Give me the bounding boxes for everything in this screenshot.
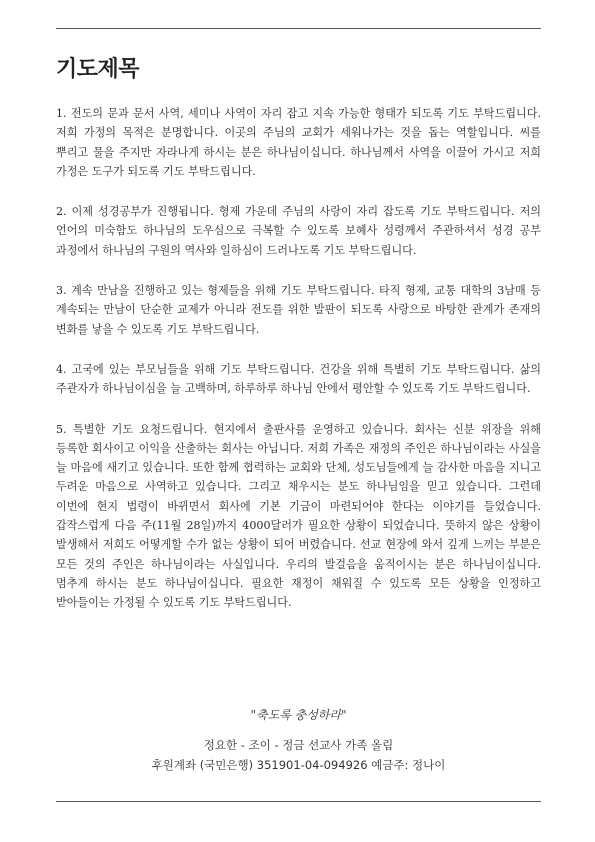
page-title: 기도제목 (56, 57, 140, 82)
closing-block (56, 706, 541, 775)
prayer-list (56, 104, 541, 634)
prayer-item-3: 3. 계속 만남을 진행하고 있는 형제들을 위해 기도 부탁드립니다. 타직 형제, 교통 대학의 3남매 등 계속되는 만남이 단순한 교제가 아니라 전도를 위한 발판이 되도록 사랑으로 바탕한 관계가 존재의 변화를 낳을 수 있도록 기도 부탁드립니다. (56, 284, 541, 336)
top-rule (56, 28, 541, 29)
bank-account-line: 후원계좌 (국민은행) 351901-04-094926 예금주: 정나이 (151, 758, 446, 772)
prayer-item-1: 1. 전도의 문과 문서 사역, 세미나 사역이 자리 잡고 지속 가능한 형태가 되도록 기도 부탁드립니다. 저희 가정의 목적은 분명합니다. 이곳의 주님의 교회가 세워나가는 것을 돕는 역할입니다. 씨를 뿌리고 물을 주지만 자라나게 하시는 분은 하나님이십니다. 하나님께서 사역을 이끌어 가시고 저희 가정은 도구가 되도록 기도 부탁드립니다. (56, 107, 541, 178)
signature-line: 정요한 - 조이 - 정금 선교사 가족 올림 (203, 738, 394, 752)
prayer-item-4: 4. 고국에 있는 부모님들을 위해 기도 부탁드립니다. 건강을 위해 특별히 기도 부탁드립니다. 삶의 주관자가 하나님이심을 늘 고백하며, 하루하루 하나님 안에서 평안할 수 있도록 기도 부탁드립니다. (56, 362, 541, 396)
prayer-item-5: 5. 특별한 기도 요청드립니다. 현지에서 출판사를 운영하고 있습니다. 회사는 신분 위장을 위해 등록한 회사이고 이익을 산출하는 회사는 아닙니다. 저희 가족은 재정의 주인은 하나님이라는 사실을 늘 마음에 새기고 있습니다. 또한 함께 협력하는 교회와 단체, 성도님들에게 늘 감사한 마음을 지니고 두려운 마음으로 사역하고 있습니다. 그리고 채우시는 분도 하나님임을 믿고 있습니다. 그런데 이번에 현지 법령이 바뀌면서 회사에 기본 기금이 마련되어야 한다는 이야기를 들었습니다. 갑작스럽게 다음 주(11월 28일)까지 4000달러가 필요한 상황이 되었습니다. 뜻하지 않은 상황이 발생해서 저희도 어떻게할 수가 없는 상황이 되어 버렸습니다. 선교 현장에 와서 깊게 느끼는 부분은 모든 것의 주인은 하나님이라는 사실입니다. 우리의 발걸음을 움직이시는 분은 하나님이십니다. 멈추게 하시는 분도 하나님이십니다. 필요한 재정이 채워질 수 있도록 모든 상황을 인정하고 받아들이는 가정될 수 있도록 기도 부탁드립니다. (56, 422, 541, 610)
bottom-rule (56, 801, 541, 802)
closing-motto: "축도록 충성하라" (250, 708, 347, 722)
prayer-item-2: 2. 이제 성경공부가 진행됩니다. 형제 가운데 주님의 사랑이 자리 잡도록 기도 부탁드립니다. 저의 언어의 미숙함도 하나님의 도우심으로 극복할 수 있도록 보혜사 성령께서 주관하셔서 성경 공부 과정에서 하나님의 구원의 역사와 일하심이 드러나도록 기도 부탁드립니다. (56, 205, 541, 257)
